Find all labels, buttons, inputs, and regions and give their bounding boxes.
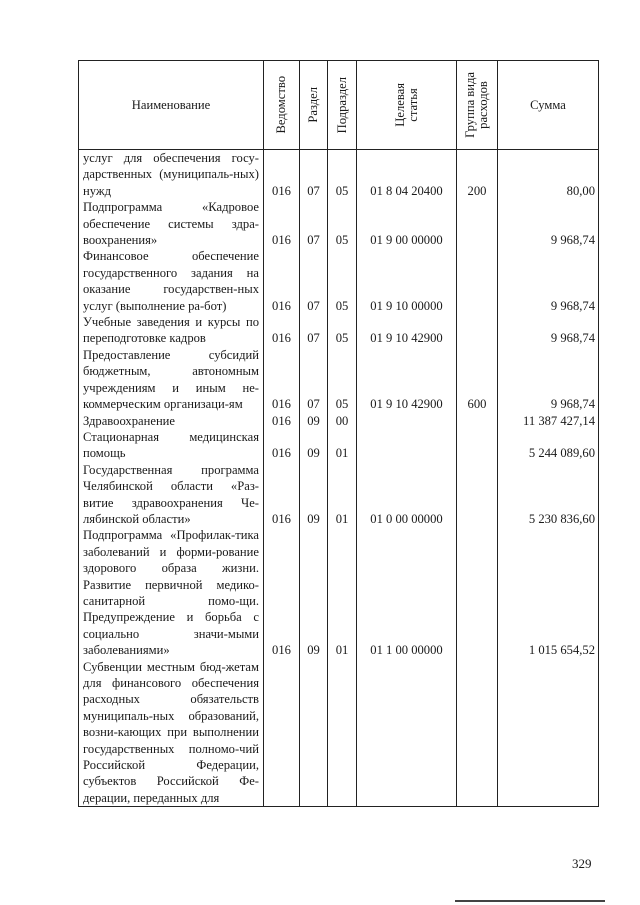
row-dept: 016 — [264, 199, 300, 248]
row-subsection: 05 — [328, 314, 357, 347]
row-target: 01 0 00 00000 — [357, 462, 457, 528]
row-subsection: 05 — [328, 248, 357, 314]
row-name: услуг для обеспечения госу-дарственных (муниципаль-ных) нужд — [79, 150, 264, 200]
table-row — [79, 429, 599, 462]
row-sum: 11 387 427,14 — [498, 413, 599, 429]
table-row — [79, 314, 599, 347]
row-target: 01 8 04 20400 — [357, 150, 457, 200]
header-target: Целевая статья — [357, 61, 457, 150]
row-name: Здравоохранение — [79, 413, 264, 429]
row-expense — [457, 429, 498, 462]
row-sum: 9 968,74 — [498, 248, 599, 314]
row-sum: 5 230 836,60 — [498, 462, 599, 528]
row-sum: 9 968,74 — [498, 347, 599, 413]
page-number: 329 — [572, 856, 592, 871]
row-subsection: 01 — [328, 429, 357, 462]
row-section: 09 — [300, 429, 328, 462]
header-expense-group: Группа вида расходов — [457, 61, 498, 150]
row-expense — [457, 314, 498, 347]
row-name: Стационарная медицинская помощь — [79, 429, 264, 462]
row-subsection: 01 — [328, 462, 357, 528]
row-expense — [457, 199, 498, 248]
header-name: Наименование — [79, 61, 264, 150]
row-dept: 016 — [264, 347, 300, 413]
row-dept: 016 — [264, 413, 300, 429]
row-name: Предоставление субсидий бюджетным, автономным учреждениям и иным не-коммерческим организаци-ям — [79, 347, 264, 413]
row-target — [357, 413, 457, 429]
table-row — [79, 199, 599, 248]
row-name: Подпрограмма «Кадровое обеспечение системы здра-воохранения» — [79, 199, 264, 248]
row-expense: 200 — [457, 150, 498, 200]
row-sum: 1 015 654,52 — [498, 527, 599, 658]
row-section: 07 — [300, 248, 328, 314]
table-row — [79, 527, 599, 658]
row-section: 07 — [300, 347, 328, 413]
row-expense — [457, 527, 498, 658]
row-name: Финансовое обеспечение государственного задания на оказание государствен-ных услуг (выполнение ра-бот) — [79, 248, 264, 314]
row-dept: 016 — [264, 150, 300, 200]
header-sum: Сумма — [498, 61, 599, 150]
header-row — [79, 61, 599, 150]
row-dept: 016 — [264, 429, 300, 462]
table-row — [79, 413, 599, 429]
row-subsection: 00 — [328, 413, 357, 429]
row-dept: 016 — [264, 248, 300, 314]
row-name: Субвенции местным бюд-жетам для финансового обеспечения расходных обязательств муниципаль-ных образований, возни-кающих при выполнении государственных полномо-чий Российской Федерации, субъектов Российской Фе-дерации, переданных для — [79, 659, 264, 807]
row-subsection: 05 — [328, 199, 357, 248]
table-row — [79, 150, 599, 200]
row-sum: 9 968,74 — [498, 199, 599, 248]
row-section: 07 — [300, 150, 328, 200]
row-target: 01 9 00 00000 — [357, 199, 457, 248]
row-target — [357, 659, 457, 807]
row-expense: 600 — [457, 347, 498, 413]
footer-rule — [455, 900, 605, 902]
row-dept: 016 — [264, 527, 300, 658]
row-target: 01 1 00 00000 — [357, 527, 457, 658]
row-name: Учебные заведения и курсы по переподготовке кадров — [79, 314, 264, 347]
row-expense — [457, 248, 498, 314]
row-expense — [457, 462, 498, 528]
row-section — [300, 659, 328, 807]
row-subsection — [328, 659, 357, 807]
table-row — [79, 347, 599, 413]
row-sum — [498, 659, 599, 807]
row-section: 09 — [300, 462, 328, 528]
row-target: 01 9 10 00000 — [357, 248, 457, 314]
budget-table — [78, 60, 599, 807]
header-subsection: Подраздел — [328, 61, 357, 150]
row-section: 07 — [300, 199, 328, 248]
row-subsection: 05 — [328, 150, 357, 200]
row-sum: 9 968,74 — [498, 314, 599, 347]
row-name: Подпрограмма «Профилак-тика заболеваний и форми-рование здорового образа жизни. Развитие первичной медико-санитарной помо-щи. Предупреждение и борьба с социально значи-мыми заболеваниями» — [79, 527, 264, 658]
row-expense — [457, 659, 498, 807]
header-dept: Ведомство — [264, 61, 300, 150]
row-target — [357, 429, 457, 462]
row-section: 09 — [300, 527, 328, 658]
row-expense — [457, 413, 498, 429]
table-row — [79, 659, 599, 807]
row-name: Государственная программа Челябинской области «Раз-витие здравоохранения Че-лябинской области» — [79, 462, 264, 528]
row-section: 07 — [300, 314, 328, 347]
row-dept — [264, 659, 300, 807]
table-row — [79, 248, 599, 314]
row-subsection: 01 — [328, 527, 357, 658]
header-section: Раздел — [300, 61, 328, 150]
row-target: 01 9 10 42900 — [357, 347, 457, 413]
table-row — [79, 462, 599, 528]
row-dept: 016 — [264, 314, 300, 347]
row-target: 01 9 10 42900 — [357, 314, 457, 347]
row-sum: 80,00 — [498, 150, 599, 200]
row-section: 09 — [300, 413, 328, 429]
row-subsection: 05 — [328, 347, 357, 413]
row-dept: 016 — [264, 462, 300, 528]
row-sum: 5 244 089,60 — [498, 429, 599, 462]
